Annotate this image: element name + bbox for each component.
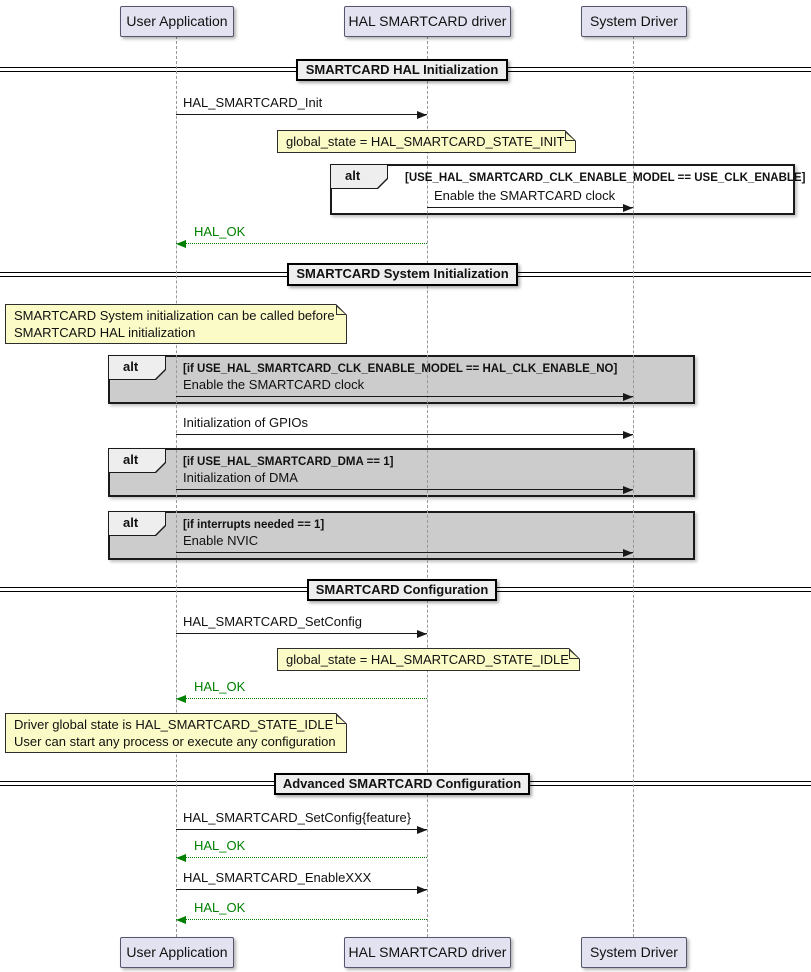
- alt-keyword: alt: [123, 515, 139, 530]
- section-divider: SMARTCARD Configuration: [307, 579, 497, 601]
- arrowhead-icon: [623, 204, 633, 212]
- message-hal-ok: [176, 898, 427, 920]
- note-fold-corner-icon: [336, 713, 347, 724]
- participant-system-driver-bottom: System Driver: [581, 937, 687, 968]
- message-label: HAL_OK: [194, 679, 246, 694]
- note-text: SMARTCARD System initialization can be called before: [14, 308, 335, 323]
- note-fold-corner-icon: [565, 130, 576, 141]
- note-state-init: [277, 130, 576, 153]
- message-line: [176, 633, 427, 634]
- note-fold-corner-icon: [569, 648, 580, 659]
- message-line: [176, 857, 427, 858]
- message-line: [176, 434, 633, 435]
- message-line: [176, 396, 633, 397]
- arrowhead-icon: [417, 826, 427, 834]
- message-label: HAL_SMARTCARD_EnableXXX: [183, 870, 372, 885]
- arrowhead-icon: [623, 431, 633, 439]
- message-enable-smartcard-clock-sys: [176, 375, 633, 397]
- alt-condition: [if USE_HAL_SMARTCARD_DMA == 1]: [183, 456, 394, 468]
- message-label: HAL_SMARTCARD_SetConfig: [183, 614, 362, 629]
- arrowhead-icon: [623, 393, 633, 401]
- arrowhead-icon: [176, 695, 186, 703]
- message-line: [176, 114, 427, 115]
- message-label: Enable NVIC: [183, 533, 259, 548]
- section-divider: SMARTCARD System Initialization: [287, 263, 518, 286]
- message-line: [176, 698, 427, 699]
- message-enable-smartcard-clock: [427, 186, 633, 208]
- message-label: HAL_SMARTCARD_SetConfig{feature}: [183, 810, 412, 825]
- arrowhead-icon: [176, 854, 186, 862]
- message-line: [176, 919, 427, 920]
- arrowhead-icon: [176, 916, 186, 924]
- message-line: [176, 243, 427, 244]
- message-hal-smartcard-init: [176, 93, 427, 115]
- message-label: HAL_OK: [194, 224, 246, 239]
- participant-hal-smartcard-driver-bottom: HAL SMARTCARD driver: [344, 937, 511, 968]
- note-text: User can start any process or execute any configuration: [14, 734, 336, 749]
- message-enable-nvic: [176, 531, 633, 553]
- message-setconfig: [176, 612, 427, 634]
- alt-condition: [if interrupts needed == 1]: [183, 519, 325, 531]
- alt-condition: [USE_HAL_SMARTCARD_CLK_ENABLE_MODEL == USE_CLK_ENABLE]: [405, 172, 806, 184]
- message-hal-ok: [176, 677, 427, 699]
- participant-user-application-bottom: User Application: [120, 937, 234, 968]
- message-line: [176, 489, 633, 490]
- alt-operator-tab: [108, 511, 166, 536]
- alt-keyword: alt: [123, 359, 139, 374]
- arrowhead-icon: [417, 111, 427, 119]
- note-text: Driver global state is HAL_SMARTCARD_STATE_IDLE: [14, 717, 334, 732]
- alt-keyword: alt: [123, 452, 139, 467]
- message-label: Initialization of GPIOs: [183, 415, 308, 430]
- message-label: HAL_SMARTCARD_Init: [183, 95, 323, 110]
- message-line: [176, 829, 427, 830]
- arrowhead-icon: [176, 240, 186, 248]
- alt-operator-tab: [108, 355, 166, 380]
- message-line: [176, 552, 633, 553]
- participant-hal-smartcard-driver-top: HAL SMARTCARD driver: [344, 6, 511, 37]
- note-driver-global-state: [5, 713, 347, 753]
- note-state-idle: [277, 648, 580, 671]
- message-label: HAL_OK: [194, 900, 246, 915]
- message-hal-ok: [176, 836, 427, 858]
- alt-operator-tab: [330, 164, 388, 189]
- message-label: Enable the SMARTCARD clock: [183, 377, 365, 392]
- arrowhead-icon: [417, 630, 427, 638]
- arrowhead-icon: [623, 486, 633, 494]
- note-system-init: [5, 304, 347, 344]
- message-label: HAL_OK: [194, 838, 246, 853]
- participant-system-driver-top: System Driver: [581, 6, 687, 37]
- message-enablexxx: [176, 868, 427, 890]
- note-text: global_state = HAL_SMARTCARD_STATE_IDLE: [286, 652, 569, 667]
- section-divider: Advanced SMARTCARD Configuration: [274, 773, 530, 795]
- alt-condition: [if USE_HAL_SMARTCARD_CLK_ENABLE_MODEL == HAL_CLK_ENABLE_NO]: [183, 363, 618, 375]
- alt-keyword: alt: [345, 168, 361, 183]
- section-divider: SMARTCARD HAL Initialization: [296, 59, 508, 81]
- alt-operator-tab: [108, 448, 166, 473]
- message-line: [427, 207, 633, 208]
- arrowhead-icon: [623, 549, 633, 557]
- message-init-gpios: [176, 413, 633, 435]
- participant-user-application-top: User Application: [120, 6, 234, 37]
- arrowhead-icon: [417, 886, 427, 894]
- note-fold-corner-icon: [336, 304, 347, 315]
- message-line: [176, 889, 427, 890]
- message-hal-ok: [176, 222, 427, 244]
- message-setconfig-feature: [176, 808, 427, 830]
- message-init-dma: [176, 468, 633, 490]
- message-label: Enable the SMARTCARD clock: [434, 188, 616, 203]
- note-text: global_state = HAL_SMARTCARD_STATE_INIT: [286, 134, 565, 149]
- message-label: Initialization of DMA: [183, 470, 298, 485]
- note-text: SMARTCARD HAL initialization: [14, 325, 196, 340]
